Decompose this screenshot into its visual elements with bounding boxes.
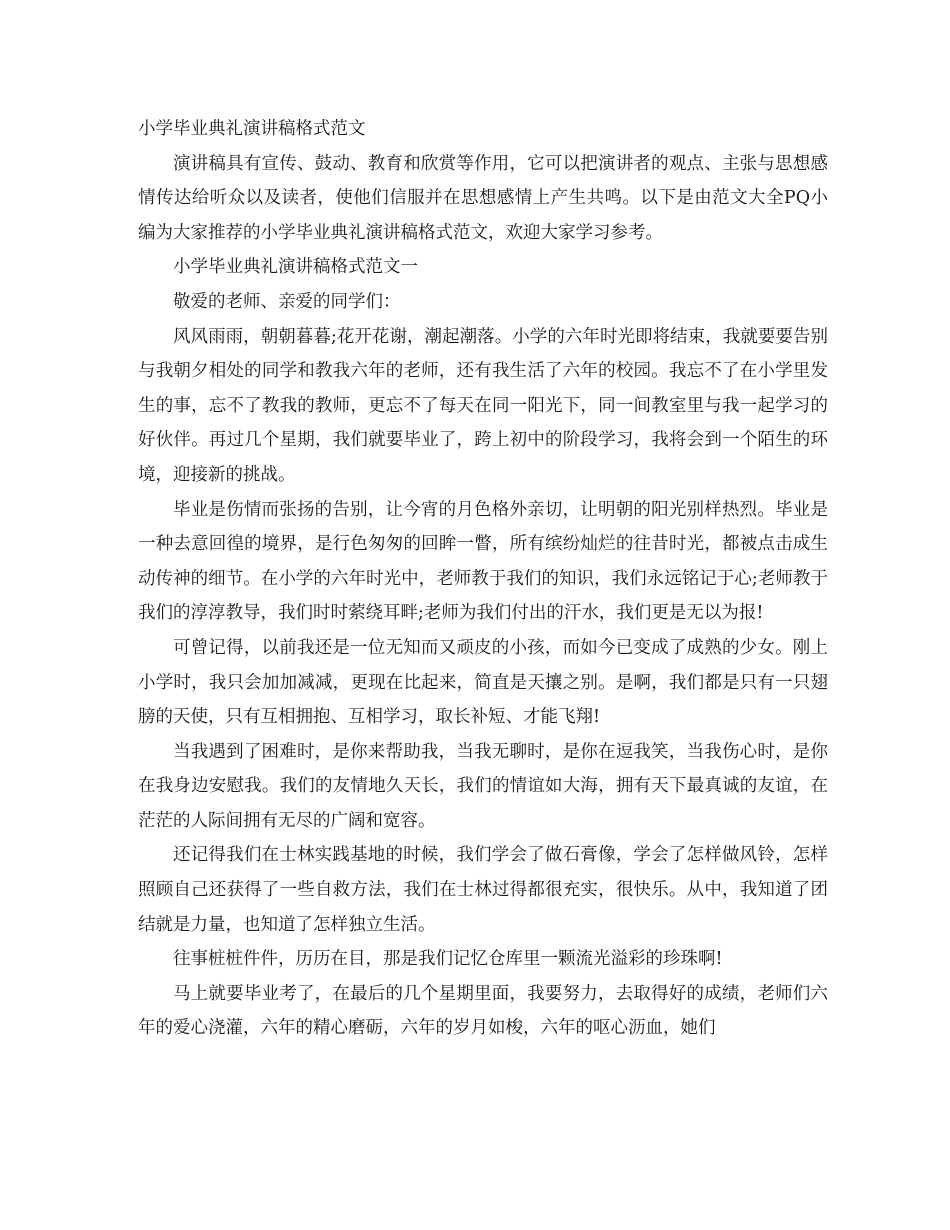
paragraph-intro: 演讲稿具有宣传、鼓动、教育和欣赏等作用，它可以把演讲者的观点、主张与思想感情传达给听众以及读者，使他们信服并在思想感情上产生共鸣。以下是由范文大全PQ小编为大家推荐的小学毕业典礼演讲稿格式范文，欢迎大家学习参考。 xyxy=(138,153,828,243)
section-heading: 小学毕业典礼演讲稿格式范文一 xyxy=(173,257,418,278)
paragraph: 还记得我们在士林实践基地的时候，我们学会了做石膏像，学会了怎样做风铃，怎样照顾自己还获得了一些自救方法，我们在士林过得都很充实，很快乐。从中，我知道了团结就是力量，也知道了怎样独立生活。 xyxy=(138,845,828,935)
paragraph: 可曾记得，以前我还是一位无知而又顽皮的小孩，而如今已变成了成熟的少女。刚上小学时，我只会加加减减，更现在比起来，简直是天攘之别。是啊，我们都是只有一只翅膀的天使，只有互相拥抱、互相学习，取长补短、才能飞翔! xyxy=(138,637,828,728)
paragraph: 毕业是伤情而张扬的告别，让今宵的月色格外亲切，让明朝的阳光别样热烈。毕业是一种去意回徨的境界，是行色匆匆的回眸一瞥，所有缤纷灿烂的往昔时光，都被点击成生动传神的细节。在小学的六年时光中，老师教于我们的知识，我们永远铭记于心;老师教于我们的淳淳教导，我们时时萦绕耳畔;老师为我们付出的汗水，我们更是无以为报! xyxy=(138,499,828,624)
paragraph: 往事桩桩件件，历历在目，那是我们记忆仓库里一颗流光溢彩的珍珠啊! xyxy=(173,949,723,970)
paragraph: 当我遇到了困难时，是你来帮助我，当我无聊时，是你在逗我笑，当我伤心时，是你在我身边安慰我。我们的友情地久天长，我们的情谊如大海，拥有天下最真诚的友谊，在茫茫的人际间拥有无尽的广阔和宽容。 xyxy=(138,741,828,831)
paragraph: 风风雨雨，朝朝暮暮;花开花谢，潮起潮落。小学的六年时光即将结束，我就要要告别与我朝夕相处的同学和教我六年的老师，还有我生活了六年的校园。我忘不了在小学里发生的事，忘不了教我的教师，更忘不了每天在同一阳光下，同一间教室里与我一起学习的好伙伴。再过几个星期，我们就要毕业了，跨上初中的阶段学习，我将会到一个陌生的环境，迎接新的挑战。 xyxy=(138,326,828,485)
document-title: 小学毕业典礼演讲稿格式范文 xyxy=(138,119,366,139)
salutation: 敬爱的老师、亲爱的同学们： xyxy=(173,291,401,312)
document-body xyxy=(138,112,828,1046)
paragraph: 马上就要毕业考了，在最后的几个星期里面，我要努力，去取得好的成绩，老师们六年的爱心浇灌，六年的精心磨砺，六年的岁月如梭，六年的呕心沥血，她们 xyxy=(138,983,828,1039)
